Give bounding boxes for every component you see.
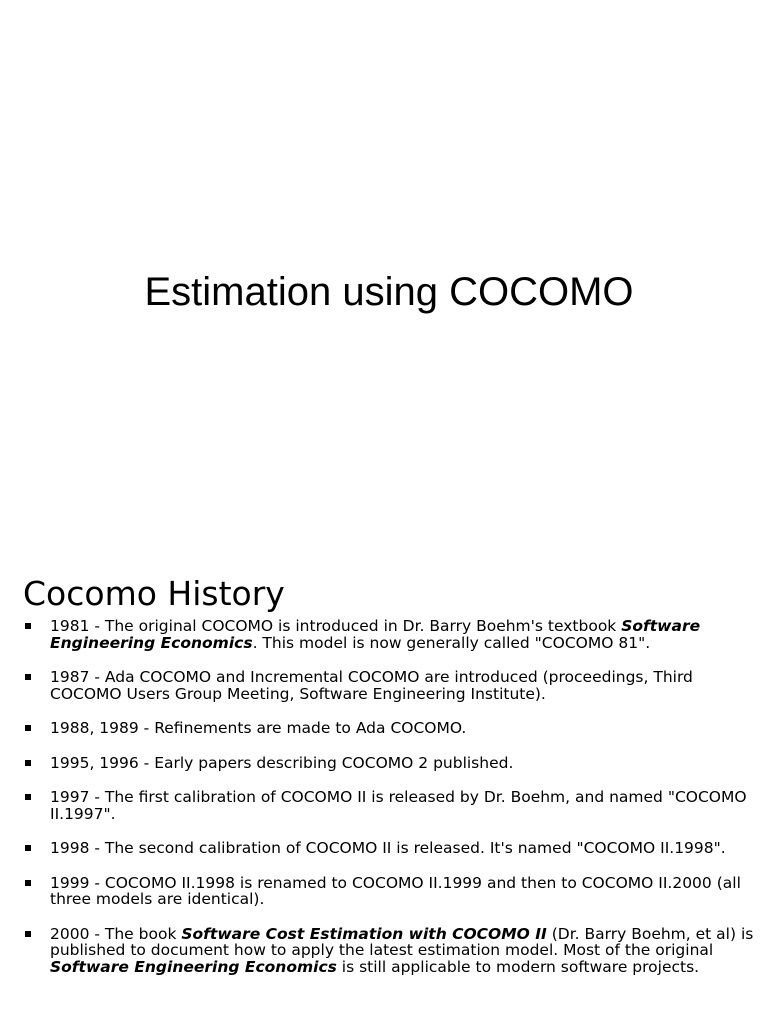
history-heading: Cocomo History — [23, 574, 285, 613]
history-item-1995 — [0, 755, 768, 772]
square-bullet-icon — [25, 674, 31, 680]
history-item-1997 — [0, 789, 768, 822]
history-item-text: 2000 - The book — [50, 924, 182, 943]
history-item-1987 — [0, 669, 768, 702]
history-item-1988 — [0, 720, 768, 737]
history-item-1998 — [0, 840, 768, 857]
history-item-text: 1997 - The first calibration of COCOMO II is released by Dr. Boehm, and named "COCOMO II.1997". — [50, 788, 747, 823]
book-title: Software Engineering Economics — [50, 957, 337, 976]
history-item-text: 1995, 1996 - Early papers describing COCOMO 2 published. — [50, 753, 514, 772]
book-title: Software Cost Estimation with COCOMO II — [181, 924, 547, 943]
square-bullet-icon — [25, 725, 31, 731]
history-item-1999 — [0, 875, 768, 908]
history-item-text: . This model is now generally called "COCOMO 81". — [252, 633, 651, 652]
square-bullet-icon — [25, 931, 31, 937]
square-bullet-icon — [25, 623, 31, 629]
book-title: Software Engineering Economics — [50, 617, 701, 652]
history-item-1981 — [0, 618, 768, 651]
history-item-text: (Dr. Barry Boehm, et al) is published to document how to apply the latest estimation model. Most of the original — [50, 924, 754, 959]
square-bullet-icon — [25, 880, 31, 886]
history-item-text: 1998 - The second calibration of COCOMO II is released. It's named "COCOMO II.1998". — [50, 839, 726, 857]
history-item-text: is still applicable to modern software projects. — [336, 957, 700, 976]
slide-title: Estimation using COCOMO — [144, 270, 634, 314]
history-item-2000 — [0, 926, 768, 976]
history-item-text: 1999 - COCOMO II.1998 is renamed to COCOMO II.1999 and then to COCOMO II.2000 (all three models are identical). — [50, 873, 741, 908]
history-item-text: 1988, 1989 - Refinements are made to Ada COCOMO. — [50, 719, 467, 737]
square-bullet-icon — [25, 794, 31, 800]
square-bullet-icon — [25, 760, 31, 766]
square-bullet-icon — [25, 845, 31, 851]
history-item-text: 1981 - The original COCOMO is introduced in Dr. Barry Boehm's textbook — [50, 617, 622, 635]
history-list — [0, 618, 768, 993]
history-item-text: 1987 - Ada COCOMO and Incremental COCOMO are introduced (proceedings, Third COCOMO Users Group Meeting, Software Engineering Institute). — [50, 668, 693, 703]
